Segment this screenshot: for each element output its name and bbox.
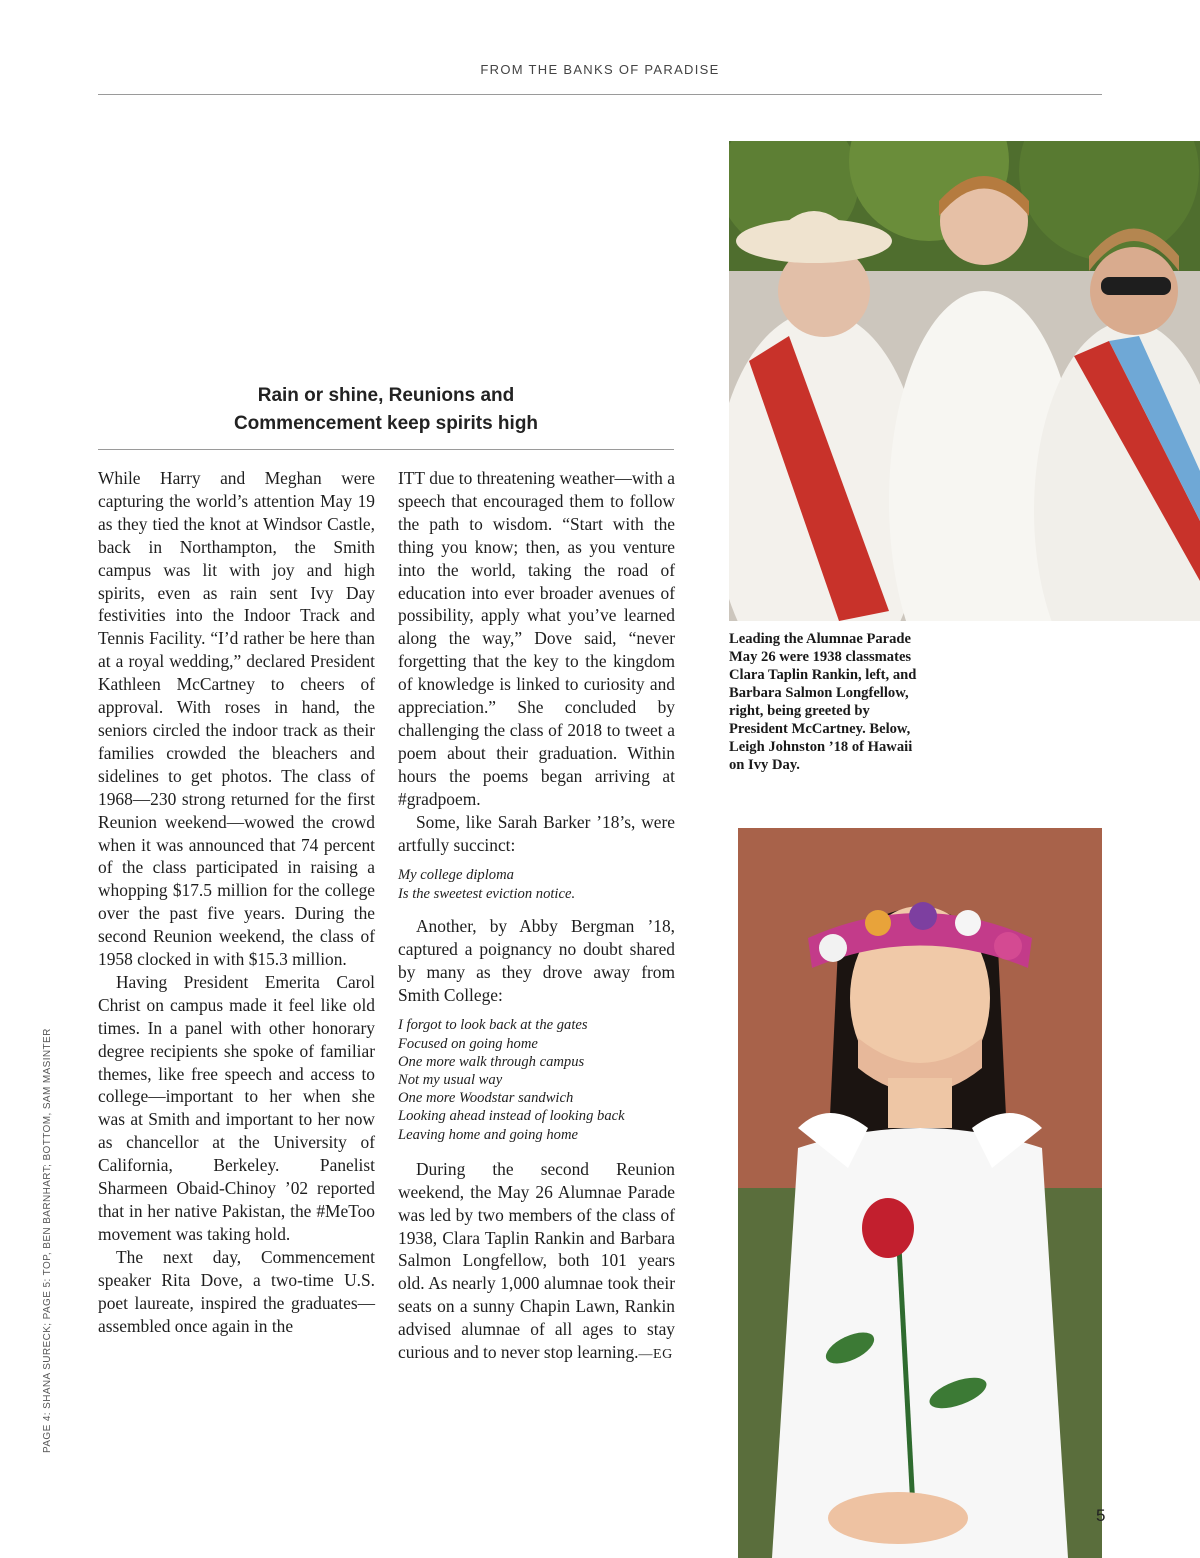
paragraph-text: During the second Reunion weekend, the May 26 Alumnae Parade was led by two members of the class of 1938, Clara Taplin Rankin and Barbara Salmon Longfellow, both 101 years old. As nearly 1,000 alumnae took their seats on a sunny Chapin Lawn, Rankin advised alumnae of all ages to stay curious and to never stop learning. [398,1158,675,1363]
paragraph: ITT due to threatening weather—with a speech that encouraged them to follow the path to wisdom. “Start with the thing you know; then, as you venture into the world, taking the road of education into ever broader avenues of possibility, apply what you’ve learned along the way,” Dove said, “never forgetting that the key to the kingdom of knowledge is linked to curiosity and appreciation.” She concluded by challenging the class of 2018 to tweet a poem about their graduation. Within hours the poems began arriving at #gradpoem. [398,468,675,809]
poem-bergman: I forgot to look back at the gates Focused on going home One more walk through campus Not my usual way One more Woodstar sandwich Looking ahead instead of looking back Leaving home and going home [398,1017,625,1143]
paragraph: Another, by Abby Bergman ’18, captured a poignancy no doubt shared by many as they drove away from Smith College: [398,915,675,1005]
paragraph [398,1158,675,1367]
header-rule [98,94,1102,95]
photo-credit: PAGE 4: SHANA SURECK; PAGE 5: TOP, BEN BARNHART; BOTTOM, SAM MASINTER [42,1028,53,1453]
right-column [398,467,675,1367]
title-line-2: Commencement keep spirits high [233,413,539,434]
article-title [98,382,674,438]
author-signature: —EG [638,1347,673,1363]
ivy-day-image [738,828,1102,1558]
title-line-1: Rain or shine, Reunions and [257,385,515,406]
paragraph: The next day, Commencement speaker Rita Dove, a two-time U.S. poet laureate, inspired the graduates—assembled once again in the [98,1246,375,1336]
running-head: FROM THE BANKS OF PARADISE [480,62,720,77]
paragraph: While Harry and Meghan were capturing the world’s attention May 19 as they tied the knot at Windsor Castle, back in Northampton, the Smith campus was lit with joy and high spirits, even as rain sent Ivy Day festivities into the Indoor Track and Tennis Facility. “I’d rather be here than at a royal wedding,” declared President Kathleen McCartney to cheers of approval. With roses in hand, the seniors circled the indoor track as their families crowded the bleachers and sidelines to get photos. The class of 1968—230 strong returned for the first Reunion weekend—wowed the crowd when it was announced that 74 percent of the class participated in raising a whopping $17.5 million for the college over the past five years. During the second Reunion weekend, the class of 1958 clocked in with $15.3 million. [98,468,375,970]
photo-caption: Leading the Alumnae Parade May 26 were 1938 classmates Clara Taplin Rankin, left, and Barbara Salmon Longfellow, right, being greeted by President McCartney. Below, Leigh Johnston ’18 of Hawaii on Ivy Day. [729,631,917,773]
title-rule [98,449,674,450]
alumnae-parade-image [729,141,1200,621]
left-column [98,467,375,1337]
photo-alumnae-parade [729,141,1200,621]
photo-ivy-day [738,828,1102,1558]
paragraph: Having President Emerita Carol Christ on campus made it feel like old times. In a panel with other honorary degree recipients she spoke of familiar themes, like free speech and access to college—important to her when she was at Smith and important to her now as chancellor at the University of California, Berkeley. Panelist Sharmeen Obaid-Chinoy ’02 reported that in her native Pakistan, the #MeToo movement was taking hold. [98,971,375,1244]
paragraph: Some, like Sarah Barker ’18’s, were artfully succinct: [398,811,675,855]
poem-barker: My college diploma Is the sweetest eviction notice. [398,867,576,902]
page-number: 5 [1096,1506,1106,1525]
